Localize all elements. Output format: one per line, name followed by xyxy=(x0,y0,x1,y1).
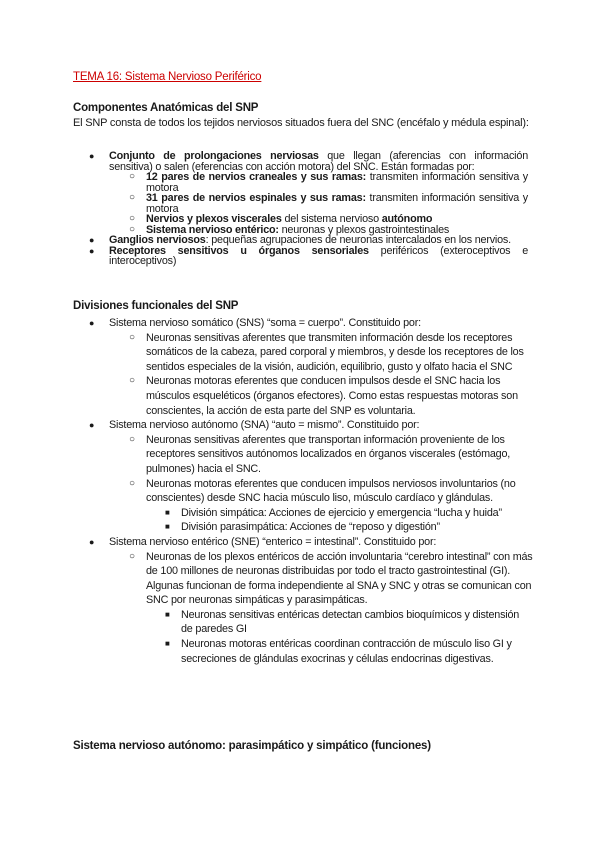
item-text: transmiten información sensitiva y motora xyxy=(146,171,528,194)
item-text: Neuronas sensitivas aferentes que transmiten información desde los receptores somáticos de la cabeza, pared corporal y miembros, y desde los receptores de los sentidos especiales de la visión, audición, equilibrio, gusto y olfato hacia el SNC xyxy=(146,331,524,373)
square-bullet-icon: ■ xyxy=(165,609,170,619)
circle-bullet-icon: ○ xyxy=(129,192,135,203)
bold-term: Sistema nervioso entérico: xyxy=(146,223,279,236)
circle-bullet-icon: ○ xyxy=(129,213,135,224)
item-text: periféricos (exteroceptivos e interoceptivos) xyxy=(109,244,528,267)
item-text: Neuronas de los plexos entéricos de acción involuntaria “cerebro intestinal” con más de 100 millones de neuronas distribuidas por todo el tracto gastrointestinal (GI). Algunas funcionan de forma independiente al SNA y SNC y otras se comunican con SNC por neuronas simpáticas y parasimpáticas. xyxy=(146,550,533,607)
bold-term: 31 pares de nervios espinales y sus ramas: xyxy=(146,192,366,204)
list-item xyxy=(73,637,533,666)
list-item xyxy=(73,374,533,418)
list-item xyxy=(73,506,533,521)
item-text: Sistema nervioso autónomo (SNA) “auto = mismo”. Constituido por: xyxy=(109,419,420,432)
components-list xyxy=(73,151,528,267)
bold-term: 12 pares de nervios craneales y sus ramas: xyxy=(146,171,367,183)
square-bullet-icon: ■ xyxy=(165,507,170,517)
bold-term: Nervios y plexos viscerales xyxy=(146,213,282,225)
item-text: Sistema nervioso somático (SNS) “soma = cuerpo”. Constituido por: xyxy=(109,317,421,329)
item-text: División simpática: Acciones de ejercicio y emergencia “lucha y huida” xyxy=(181,506,502,519)
circle-bullet-icon: ○ xyxy=(129,433,135,445)
bullet-icon: ● xyxy=(89,151,95,161)
list-item xyxy=(73,477,533,535)
item-text: neuronas y plexos gastrointestinales xyxy=(278,223,450,236)
list-item xyxy=(73,331,533,375)
item-text: División parasimpática: Acciones de “reposo y digestión” xyxy=(181,521,440,534)
bullet-icon: ● xyxy=(89,536,95,547)
circle-bullet-icon: ○ xyxy=(129,171,135,182)
item-text: transmiten información sensitiva y motora xyxy=(146,192,528,215)
circle-bullet-icon: ○ xyxy=(129,331,135,343)
item-text: Neuronas motoras entéricas coordinan contracción de músculo liso GI y secreciones de glándulas exocrinas y células endocrinas digestivas. xyxy=(181,638,512,665)
section-intro: El SNP consta de todos los tejidos nerviosos situados fuera del SNC (encéfalo y médula espinal): xyxy=(73,117,529,129)
circle-bullet-icon: ○ xyxy=(129,477,135,489)
list-item xyxy=(73,520,533,535)
divisions-list xyxy=(73,316,533,666)
section-heading-components: Componentes Anatómicas del SNP xyxy=(73,102,259,114)
circle-bullet-icon: ○ xyxy=(129,375,135,387)
list-item xyxy=(73,550,533,667)
bullet-icon: ● xyxy=(89,245,95,256)
bold-term: Conjunto de prolongaciones nerviosas xyxy=(109,150,319,162)
page-title: TEMA 16: Sistema Nervioso Periférico xyxy=(73,71,262,83)
list-item xyxy=(73,433,533,477)
list-item xyxy=(73,608,533,637)
list-item xyxy=(73,193,528,214)
bold-term: Ganglios nerviosos xyxy=(109,234,206,246)
list-item xyxy=(73,418,533,535)
section-heading-divisions: Divisiones funcionales del SNP xyxy=(73,300,239,312)
list-item xyxy=(73,246,528,267)
bullet-icon: ● xyxy=(89,318,95,328)
square-bullet-icon: ■ xyxy=(165,522,170,532)
circle-bullet-icon: ○ xyxy=(129,550,135,562)
item-text: Neuronas motoras eferentes que conducen impulsos desde el SNC hacia los músculos esqueléticos (órganos efectores). Como estas respuestas motoras son conscientes, la acción de esta parte del SNP es voluntaria. xyxy=(146,375,518,417)
item-text: Neuronas sensitivas entéricas detectan cambios bioquímicos y distensión de paredes GI xyxy=(181,608,520,636)
item-text: Neuronas motoras eferentes que conducen impulsos nerviosos involuntarios (no conscientes) desde SNC hacia músculo liso, músculo cardíaco y glándulas. xyxy=(146,477,516,505)
bullet-icon: ● xyxy=(89,420,95,431)
item-text: del sistema nervioso xyxy=(281,213,382,225)
item-text: Neuronas sensitivas aferentes que transportan información proveniente de los receptores sensitivos autónomos localizados en órganos viscerales (estómago, pulmones) hacia el SNC. xyxy=(146,433,511,475)
item-text: que llegan (aferencias con información sensitiva) o salen (eferencias con acción motora) del SNC. Están formadas por: xyxy=(109,150,528,173)
bold-term: Receptores sensitivos u órganos sensoriales xyxy=(109,244,369,257)
list-item xyxy=(73,316,533,418)
list-item xyxy=(73,172,528,193)
item-text: : pequeñas agrupaciones de neuronas intercalados en los nervios. xyxy=(205,234,511,246)
square-bullet-icon: ■ xyxy=(165,639,170,649)
circle-bullet-icon: ○ xyxy=(129,223,135,235)
bullet-icon: ● xyxy=(89,235,95,245)
list-item xyxy=(73,151,528,235)
section-heading-sna-functions: Sistema nervioso autónomo: parasimpático y simpático (funciones) xyxy=(73,740,431,752)
item-text: Sistema nervioso entérico (SNE) “enterico = intestinal”. Constituido por: xyxy=(109,535,437,548)
bold-term: autónomo xyxy=(381,213,433,225)
list-item xyxy=(73,535,533,666)
